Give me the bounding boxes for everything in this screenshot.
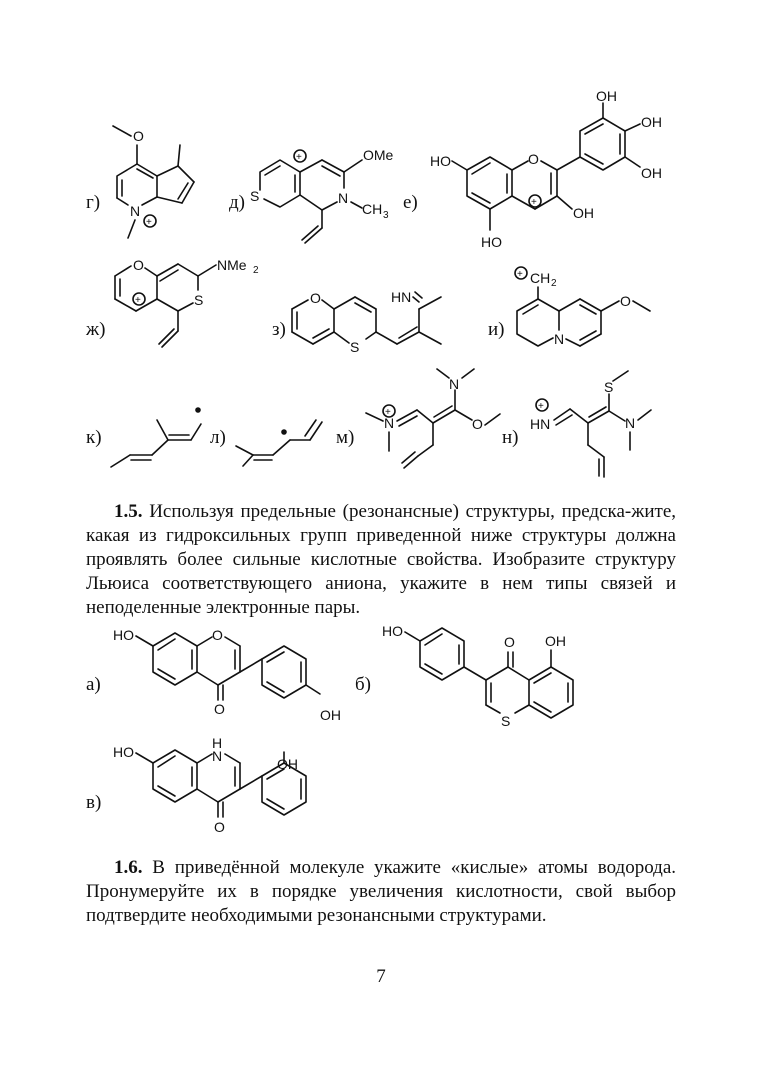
svg-text:HN: HN bbox=[530, 416, 551, 432]
svg-text:OH: OH bbox=[320, 707, 341, 723]
label-g: г) bbox=[86, 192, 101, 213]
svg-text:O: O bbox=[528, 151, 539, 167]
svg-text:N: N bbox=[338, 190, 349, 206]
label-m: м) bbox=[336, 427, 355, 448]
svg-text:+: + bbox=[296, 152, 302, 163]
svg-text:+: + bbox=[531, 197, 537, 208]
structure-g bbox=[113, 126, 194, 238]
svg-text:HO: HO bbox=[382, 623, 403, 639]
svg-text:CH: CH bbox=[362, 201, 383, 217]
svg-text:OH: OH bbox=[277, 756, 298, 772]
svg-text:+: + bbox=[146, 217, 152, 228]
svg-text:O: O bbox=[214, 701, 225, 717]
structure-m bbox=[366, 369, 500, 468]
svg-text:+: + bbox=[517, 269, 523, 280]
svg-text:OH: OH bbox=[641, 114, 662, 130]
label-zh: ж) bbox=[86, 319, 106, 340]
structure-b bbox=[382, 623, 573, 729]
problem-1-6 bbox=[86, 856, 676, 928]
svg-text:S: S bbox=[250, 188, 260, 204]
svg-text:S: S bbox=[194, 292, 204, 308]
svg-text:OH: OH bbox=[596, 88, 617, 104]
atom-n: N bbox=[130, 203, 141, 219]
svg-text:O: O bbox=[212, 627, 223, 643]
label-a: а) bbox=[86, 674, 101, 695]
svg-text:H: H bbox=[212, 735, 223, 751]
label-k: к) bbox=[86, 427, 102, 448]
label-l: л) bbox=[210, 427, 226, 448]
atom-o: O bbox=[133, 128, 144, 144]
svg-text:HO: HO bbox=[113, 744, 134, 760]
svg-text:O: O bbox=[310, 290, 321, 306]
svg-text:CH: CH bbox=[530, 270, 551, 286]
svg-text:+: + bbox=[135, 295, 141, 306]
structure-a bbox=[113, 627, 341, 723]
structure-i bbox=[515, 267, 650, 347]
svg-text:OMe: OMe bbox=[363, 147, 394, 163]
label-b: б) bbox=[355, 674, 371, 695]
svg-text:HO: HO bbox=[481, 234, 502, 250]
label-d: д) bbox=[229, 192, 245, 213]
svg-text:HO: HO bbox=[113, 627, 134, 643]
svg-text:O: O bbox=[472, 416, 483, 432]
svg-text:S: S bbox=[604, 379, 614, 395]
svg-text:N: N bbox=[212, 748, 223, 764]
svg-text:O: O bbox=[214, 819, 225, 835]
structure-n bbox=[530, 371, 651, 477]
problem-1-6-text: В приведённой молекуле укажите «кислые» атомы водорода. Пронумеруйте их в порядке увеличения кислотности, свой выбор подтвердите необходимыми резонансными структурами. bbox=[86, 857, 677, 926]
svg-text:N: N bbox=[449, 376, 460, 392]
structure-k bbox=[111, 407, 201, 467]
page-number: 7 bbox=[376, 966, 386, 987]
structure-z bbox=[292, 289, 441, 355]
label-z: з) bbox=[272, 319, 286, 340]
svg-text:S: S bbox=[350, 339, 360, 355]
svg-text:O: O bbox=[504, 634, 515, 650]
problem-1-6-number: 1.6. bbox=[114, 857, 143, 878]
svg-text:OH: OH bbox=[641, 165, 662, 181]
svg-text:N: N bbox=[384, 415, 395, 431]
svg-text:O: O bbox=[620, 293, 631, 309]
structure-d bbox=[250, 147, 394, 243]
svg-text:OH: OH bbox=[573, 205, 594, 221]
svg-text:2: 2 bbox=[551, 278, 557, 289]
problem-1-5 bbox=[86, 500, 676, 620]
svg-text:+: + bbox=[538, 401, 544, 412]
structure-v bbox=[113, 735, 306, 835]
label-e: е) bbox=[403, 192, 418, 213]
svg-text:O: O bbox=[133, 257, 144, 273]
svg-text:NMe: NMe bbox=[217, 257, 247, 273]
label-i: и) bbox=[488, 319, 505, 340]
problem-1-5-number: 1.5. bbox=[114, 501, 143, 522]
svg-text:N: N bbox=[554, 331, 565, 347]
structure-l bbox=[236, 420, 322, 466]
svg-text:S: S bbox=[501, 713, 511, 729]
svg-text:OH: OH bbox=[545, 633, 566, 649]
svg-text:+: + bbox=[385, 407, 391, 418]
problem-1-5-text: Используя предельные (резонансные) структуры, предска-жите, какая из гидроксильных групп приведенной ниже структуры должна проявлять более сильные кислотные свойства. Изобразите структуру Льюиса соответствующего аниона, укажите в нем типы связей и неподеленные электронные пары. bbox=[86, 501, 677, 618]
svg-text:HO: HO bbox=[430, 153, 451, 169]
structure-zh bbox=[115, 257, 259, 347]
svg-text:N: N bbox=[625, 415, 636, 431]
svg-text:3: 3 bbox=[383, 210, 389, 221]
svg-text:2: 2 bbox=[253, 265, 259, 276]
label-n: н) bbox=[502, 427, 519, 448]
svg-text:HN: HN bbox=[391, 289, 412, 305]
label-v: в) bbox=[86, 792, 102, 813]
structure-e bbox=[430, 88, 662, 250]
